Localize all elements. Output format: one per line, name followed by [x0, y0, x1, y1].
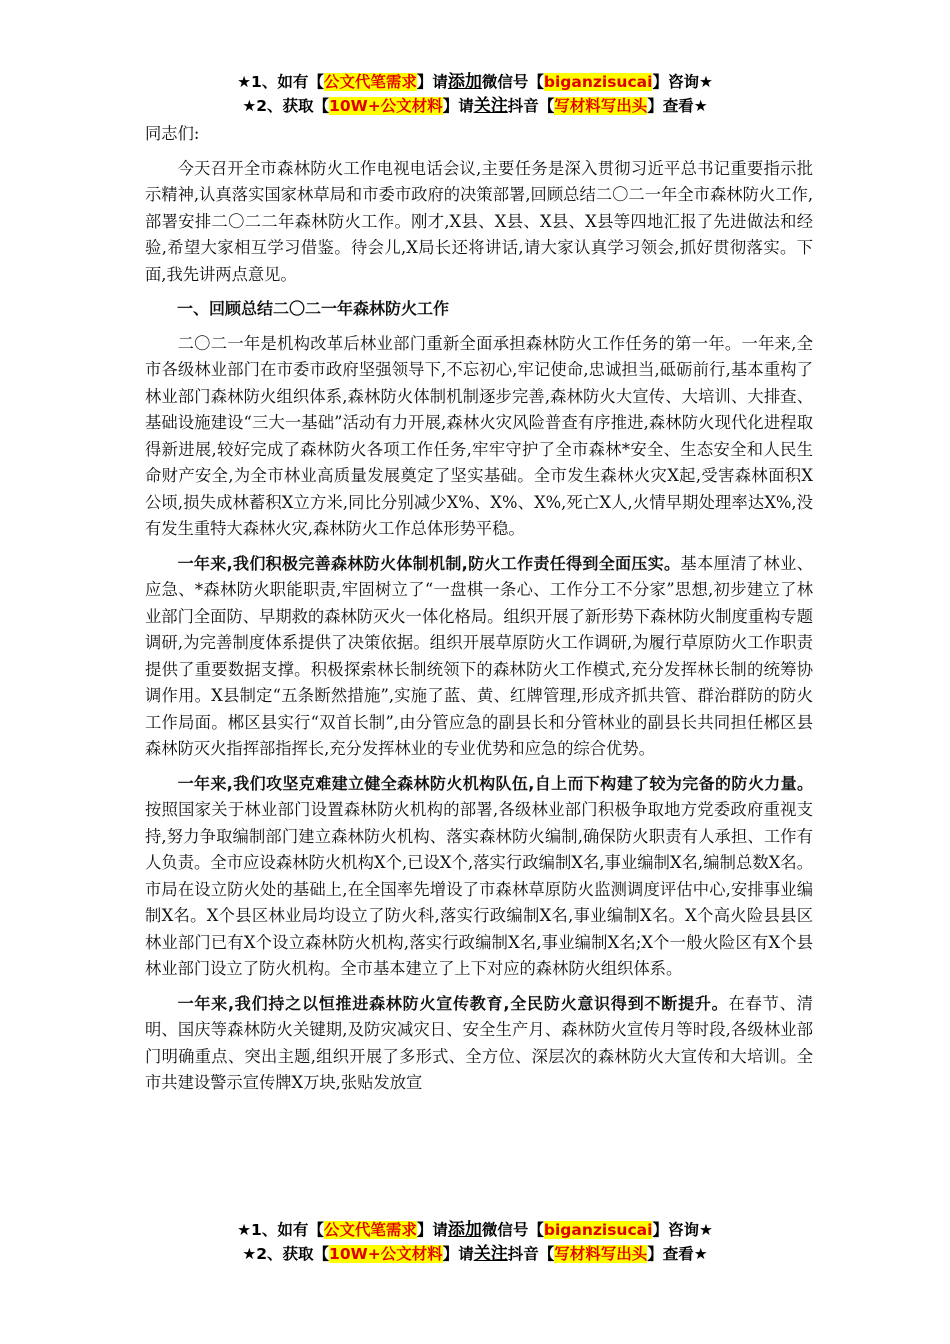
ad-text: 抖音【 [507, 97, 555, 115]
ad-text: 】咨询★ [652, 1221, 713, 1239]
bottom-ad-line-1 [0, 1219, 950, 1241]
ad-text: 抖音【 [507, 1245, 555, 1263]
ad-highlight: 10W+公文材料 [329, 1245, 443, 1263]
ad-text: 】请 [416, 73, 448, 91]
ad-underline: 关注 [473, 1244, 508, 1264]
ad-text: ★1、如有【 [237, 1221, 324, 1239]
intro-paragraph: 今天召开全市森林防火工作电视电话会议,主要任务是深入贯彻习近平总书记重要指示批示精神,认真落实国家林草局和市委市政府的决策部署,回顾总结二〇二一年全市森林防火工作,部署安排二〇二二年森林防火工作。刚才,X县、X县、X县、X县等四地汇报了先进做法和经验,希望大家相互学习借鉴。待会儿,X局长还将讲话,请大家认真学习领会,抓好贯彻落实。下面,我先讲两点意见。 [145, 158, 813, 284]
ad-underline: 添加 [447, 72, 482, 92]
ad-text: 】查看★ [647, 97, 708, 115]
ad-underline: 关注 [473, 96, 508, 116]
ad-text: 微信号【 [481, 73, 544, 91]
ad-text: 】咨询★ [652, 73, 713, 91]
ad-text: ★2、获取【 [242, 1245, 330, 1263]
paragraph-lead: 一年来,我们积极完善森林防火体制机制,防火工作责任得到全面压实。 [177, 553, 681, 573]
paragraph-text: 在春节、清明、国庆等森林防火关键期,及防灾减灾日、安全生产月、森林防火宣传月等时段,各级林业部门明确重点、突出主题,组织开展了多形式、全方位、深层次的森林防火大宣传和大培训。全市共建设警示宣传牌X万块,张贴发放宣 [145, 993, 813, 1092]
document-body [145, 121, 813, 1097]
paragraph-lead: 一年来,我们持之以恒推进森林防火宣传教育,全民防火意识得到不断提升。 [177, 993, 729, 1013]
ad-text: 】请 [416, 1221, 448, 1239]
ad-highlight: 10W+公文材料 [329, 97, 443, 115]
paragraph-3 [145, 771, 813, 983]
top-ad-line-1 [0, 71, 950, 93]
bottom-ad-line-2 [0, 1243, 950, 1265]
paragraph-text: 基本厘清了林业、应急、*森林防火职能职责,牢固树立了“一盘棋一条心、工作分工不分家”思想,初步建立了林业部门全面防、早期救的森林防灭火一体化格局。组织开展了新形势下森林防火制度重构专题调研,为完善制度体系提供了决策依据。组织开展草原防火工作调研,为履行草原防火工作职责提供了重要数据支撑。积极探索林长制统领下的森林防火工作模式,充分发挥林长制的统筹协调作用。X县制定“五条断然措施”,实施了蓝、黄、红牌管理,形成齐抓共管、群治群防的防火工作局面。郴区县实行“双首长制”,由分管应急的副县长和分管林业的副县长共同担任郴区县森林防灭火指挥部指挥长,充分发挥林业的专业优势和应急的综合优势。 [145, 553, 813, 758]
ad-highlight: 公文代笔需求 [323, 1221, 417, 1239]
ad-text: 】请 [442, 1245, 474, 1263]
ad-highlight: biganzisucai [543, 73, 653, 91]
ad-highlight: 公文代笔需求 [323, 73, 417, 91]
paragraph-4 [145, 991, 813, 1097]
ad-text: ★2、获取【 [242, 97, 330, 115]
paragraph-lead: 一年来,我们攻坚克难建立健全森林防火机构队伍,自上而下构建了较为完备的防火力量。 [177, 773, 813, 793]
ad-text: 微信号【 [481, 1221, 544, 1239]
ad-text: ★1、如有【 [237, 73, 324, 91]
ad-text: 】查看★ [647, 1245, 708, 1263]
paragraph-2 [145, 551, 813, 763]
paragraph-text: 按照国家关于林业部门设置森林防火机构的部署,各级林业部门积极争取地方党委政府重视支持,努力争取编制部门建立森林防火机构、落实森林防火编制,确保防火职责有人承担、工作有人负责。全市应设森林防火机构X个,已设X个,落实行政编制X名,事业编制X名,编制总数X名。市局在设立防火处的基础上,在全国率先增设了市森林草原防火监测调度评估中心,安排事业编制X名。X个县区林业局均设立了防火科,落实行政编制X名,事业编制X名。X个高火险县县区林业部门已有X个设立森林防火机构,落实行政编制X名,事业编制X名;X个一般火险区有X个县林业部门设立了防火机构。全市基本建立了上下对应的森林防火组织体系。 [145, 800, 813, 978]
top-ad-line-2 [0, 95, 950, 117]
paragraph-1: 二〇二一年是机构改革后林业部门重新全面承担森林防火工作任务的第一年。一年来,全市各级林业部门在市委市政府坚强领导下,不忘初心,牢记使命,忠诚担当,砥砺前行,基本重构了林业部门森林防火组织体系,森林防火体制机制逐步完善,森林防火大宣传、大培训、大排查、基础设施建设“三大一基础”活动有力开展,森林火灾风险普查有序推进,森林防火现代化进程取得新进展,较好完成了森林防火各项工作任务,牢牢守护了全市森林*安全、生态安全和人民生命财产安全,为全市林业高质量发展奠定了坚实基础。全市发生森林火灾X起,受害森林面积X公顷,损失成林蓄积X立方米,同比分别减少X%、X%、X%,死亡X人,火情早期处理率达X%,没有发生重特大森林火灾,森林防火工作总体形势平稳。 [145, 333, 813, 538]
ad-highlight: 写材料写出头 [554, 1245, 648, 1263]
ad-underline: 添加 [447, 1220, 482, 1240]
salutation: 同志们: [145, 124, 200, 143]
ad-highlight: 写材料写出头 [554, 97, 648, 115]
ad-text: 】请 [442, 97, 474, 115]
section-heading: 一、回顾总结二〇二一年森林防火工作 [177, 299, 450, 318]
ad-highlight: biganzisucai [543, 1221, 653, 1239]
